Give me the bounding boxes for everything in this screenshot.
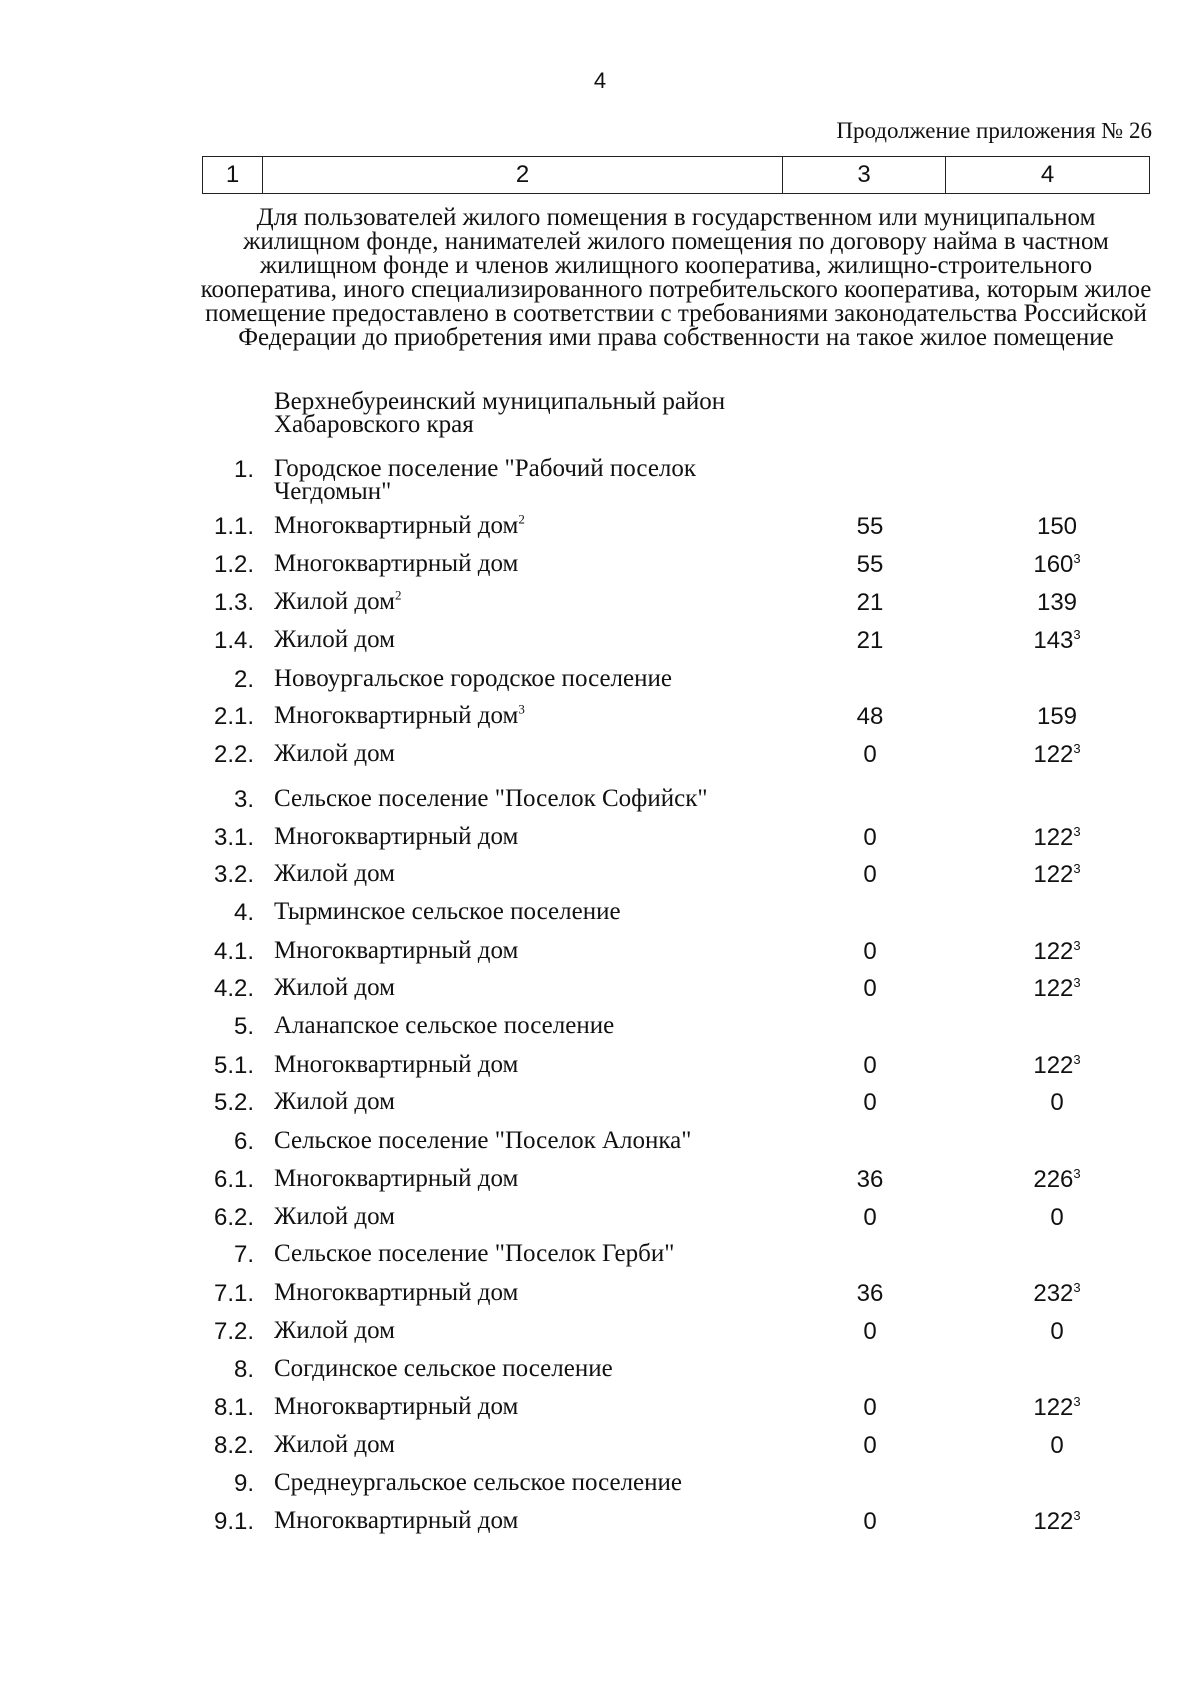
row-number: 1.3. — [213, 589, 254, 616]
row-name: Жилой дом — [274, 626, 395, 653]
footnote-marker: 3 — [1073, 551, 1081, 566]
row-value-col3: 0 — [863, 824, 877, 851]
row-number: 7.1. — [213, 1280, 254, 1307]
footnote-marker: 3 — [518, 701, 525, 717]
district-name: Верхнебуреинский муниципальный район Хабаровского края — [274, 388, 726, 438]
footnote-marker: 3 — [1073, 1508, 1081, 1523]
row-name: Новоургальское городское поселение — [274, 665, 672, 692]
row-name: Сельское поселение "Поселок Алонка" — [274, 1127, 692, 1154]
row-name: Аланапское сельское поселение — [274, 1012, 615, 1039]
row-value-col3: 36 — [856, 1280, 884, 1307]
row-number: 1.1. — [213, 513, 254, 540]
row-value-col4: 0 — [1050, 1432, 1064, 1459]
column-header-2: 2 — [263, 157, 783, 194]
row-value-col3: 0 — [863, 1394, 877, 1421]
row-value-col4: $122^3$ — [1033, 824, 1081, 851]
row-name: Многоквартирный дом — [274, 1393, 519, 1420]
footnote-marker: 3 — [1073, 938, 1081, 953]
row-value-col3: 0 — [863, 1052, 877, 1079]
row-number: 5.1. — [213, 1052, 254, 1079]
row-value-col4: $143^3$ — [1033, 627, 1081, 654]
row-value-col3: 0 — [863, 1089, 877, 1116]
row-value-col4: $122^3$ — [1033, 975, 1081, 1002]
row-value-col3: 55 — [856, 551, 884, 578]
row-value-col3: 21 — [856, 589, 884, 616]
row-name: Многоквартирный дом$^3$ — [274, 701, 525, 729]
row-value-col4: $232^3$ — [1033, 1280, 1081, 1307]
footnote-marker: 2 — [518, 511, 525, 527]
footnote-marker: 3 — [1073, 824, 1081, 839]
row-number: 8. — [233, 1356, 254, 1383]
row-value-col4: $160^3$ — [1033, 551, 1081, 578]
row-value-col3: 0 — [863, 1204, 877, 1231]
row-name: Жилой дом — [274, 1203, 395, 1230]
row-value-col3: 0 — [863, 1318, 877, 1345]
row-value-col4: 0 — [1050, 1318, 1064, 1345]
row-value-col4: $122^3$ — [1033, 1508, 1081, 1535]
row-number: 9. — [233, 1470, 254, 1497]
row-number: 3.1. — [213, 824, 254, 851]
row-name: Согдинское сельское поселение — [274, 1355, 613, 1382]
row-name: Многоквартирный дом — [274, 1165, 519, 1192]
row-value-col3: 0 — [863, 1508, 877, 1535]
footnote-marker: 3 — [1073, 975, 1081, 990]
row-name: Многоквартирный дом — [274, 550, 519, 577]
row-number: 9.1. — [213, 1508, 254, 1535]
footnote-marker: 3 — [1073, 1394, 1081, 1409]
row-name: Тырминское сельское поселение — [274, 898, 621, 925]
footnote-marker: 3 — [1073, 1052, 1081, 1067]
row-value-col3: 0 — [863, 1432, 877, 1459]
row-value-col4: 0 — [1050, 1089, 1064, 1116]
row-value-col3: 48 — [856, 703, 884, 730]
row-name: Жилой дом — [274, 1088, 395, 1115]
row-name: Многоквартирный дом$^2$ — [274, 511, 525, 539]
footnote-marker: 3 — [1073, 1280, 1081, 1295]
row-number: 7. — [233, 1241, 254, 1268]
row-number: 2. — [233, 666, 254, 693]
row-value-col3: 0 — [863, 861, 877, 888]
row-value-col4: 0 — [1050, 1204, 1064, 1231]
footnote-marker: 3 — [1073, 741, 1081, 756]
row-name: Сельское поселение "Поселок Герби" — [274, 1240, 675, 1267]
footnote-marker: 3 — [1073, 627, 1081, 642]
row-value-col4: $122^3$ — [1033, 1052, 1081, 1079]
row-number: 6.1. — [213, 1166, 254, 1193]
row-value-col3: 21 — [856, 627, 884, 654]
row-value-col3: 55 — [856, 513, 884, 540]
row-number: 2.1. — [213, 703, 254, 730]
row-value-col3: 0 — [863, 938, 877, 965]
continuation-note: Продолжение приложения № 26 — [836, 118, 1152, 143]
row-value-col3: 36 — [856, 1166, 884, 1193]
row-value-col4: 159 — [1036, 703, 1078, 730]
row-value-col4: $226^3$ — [1033, 1166, 1081, 1193]
row-value-col4: $122^3$ — [1033, 1394, 1081, 1421]
row-number: 2.2. — [213, 741, 254, 768]
row-number: 7.2. — [213, 1318, 254, 1345]
row-name: Многоквартирный дом — [274, 823, 519, 850]
row-name: Многоквартирный дом — [274, 1051, 519, 1078]
row-name: Жилой дом — [274, 1317, 395, 1344]
row-name: Среднеургальское сельское поселение — [274, 1469, 683, 1496]
row-name: Многоквартирный дом — [274, 1279, 519, 1306]
row-number: 8.1. — [213, 1394, 254, 1421]
column-header-1: 1 — [203, 157, 263, 194]
row-number: 1. — [233, 456, 254, 483]
row-number: 1.4. — [213, 627, 254, 654]
row-value-col3: 0 — [863, 741, 877, 768]
row-number: 6.2. — [213, 1204, 254, 1231]
footnote-marker: 3 — [1073, 861, 1081, 876]
row-value-col4: 150 — [1036, 513, 1078, 540]
row-value-col4: $122^3$ — [1033, 938, 1081, 965]
column-header-4: 4 — [946, 157, 1150, 194]
row-number: 3.2. — [213, 861, 254, 888]
footnote-marker: 3 — [1073, 1166, 1081, 1181]
row-name: Многоквартирный дом — [274, 937, 519, 964]
page-number: 4 — [593, 68, 607, 93]
row-name: Жилой дом — [274, 740, 395, 767]
footnote-marker: 2 — [394, 587, 402, 603]
row-name: Сельское поселение "Поселок Софийск" — [274, 785, 708, 812]
row-value-col4: $122^3$ — [1033, 741, 1081, 768]
column-header-3: 3 — [783, 157, 946, 194]
row-name: Жилой дом — [274, 974, 395, 1001]
row-number: 4.1. — [213, 938, 254, 965]
row-value-col3: 0 — [863, 975, 877, 1002]
row-number: 5. — [233, 1013, 254, 1040]
row-number: 3. — [233, 786, 254, 813]
row-number: 1.2. — [213, 551, 254, 578]
intro-heading: Для пользователей жилого помещения в государственном или муниципальном жилищном фонде, нанимателей жилого помещения по договору найма в частном жилищном фонде и членов жилищного кооператива, жилищно-строительного кооператива, иного специализированного потребительского кооператива, которым жилое помещение предоставлено в соответствии с требованиями законодательства Российской Федерации до приобретения ими права собственности на такое жилое помещение — [200, 204, 1152, 351]
row-name: Жилой дом$^2$ — [274, 587, 402, 615]
row-number: 6. — [233, 1128, 254, 1155]
row-value-col4: $122^3$ — [1033, 861, 1081, 888]
row-name: Городское поселение "Рабочий поселок Чегдомын" — [274, 455, 697, 505]
row-name: Жилой дом — [274, 860, 395, 887]
row-value-col4: 139 — [1036, 589, 1078, 616]
row-name: Жилой дом — [274, 1431, 395, 1458]
row-number: 4.2. — [213, 975, 254, 1002]
row-number: 5.2. — [213, 1089, 254, 1116]
row-name: Многоквартирный дом — [274, 1507, 519, 1534]
row-number: 4. — [233, 899, 254, 926]
row-number: 8.2. — [213, 1432, 254, 1459]
